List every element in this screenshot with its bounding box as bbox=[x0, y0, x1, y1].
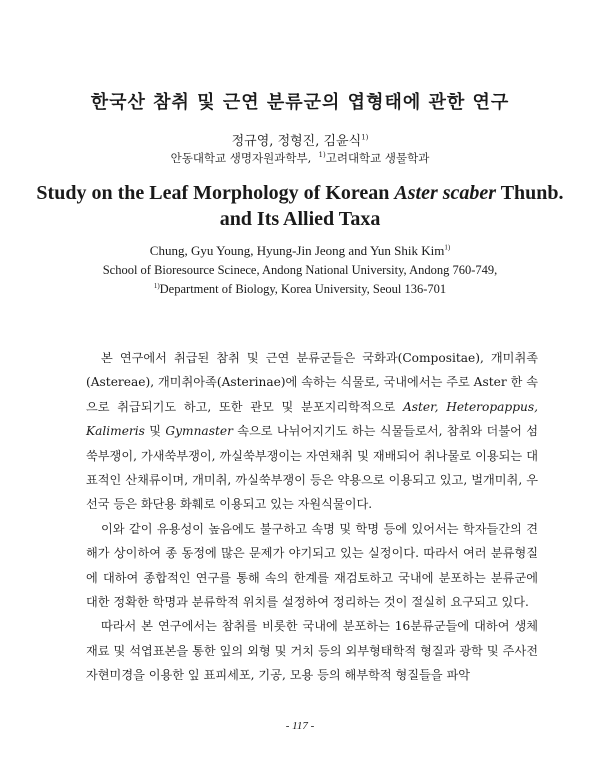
english-authors bbox=[0, 243, 600, 259]
english-title-line1-a: Study on the Leaf Morphology of Korean bbox=[36, 182, 395, 204]
english-title-line1-b: Thunb. bbox=[496, 182, 564, 204]
english-title bbox=[0, 180, 600, 232]
english-affiliation-1: School of Bioresource Scinece, Andong National University, Andong 760-749, bbox=[102, 263, 498, 277]
korean-affiliations bbox=[0, 150, 600, 166]
p1-genera-italic: Aster, Heteropappus, Kalimeris bbox=[86, 399, 538, 439]
p1-part-b: 및 bbox=[144, 424, 166, 439]
paragraph-2: 이와 같이 유용성이 높음에도 불구하고 속명 및 학명 등에 있어서는 학자들간의 견해가 상이하여 종 동정에 많은 문제가 야기되고 있는 실정이다. 따라서 여러 분류형질에 대하여 종합적인 연구를 통해 속의 한계를 재검토하고 국내에 분포하는 분류군에 대한 정확한 학명과 분류학적 위치를 설정하여 정리하는 것이 절실히 요구되고 있다. bbox=[86, 521, 538, 610]
p1-genus-gymnaster: Gymnaster bbox=[165, 424, 233, 439]
paragraph-3: 따라서 본 연구에서는 참취를 비롯한 국내에 분포하는 16분류군들에 대하여 생체재료 및 석엽표본을 통한 잎의 외형 및 거치 등의 외부형태학적 형질과 광학 및 주사전자현미경을 이용한 잎 표피세포, 기공, 모용 등의 해부학적 형질들을 파악 bbox=[86, 619, 538, 683]
english-authors-sup: 1) bbox=[444, 243, 451, 252]
p1-part-c: 속으로 나뉘어지기도 하는 식물들로서, 참취와 더불어 섬쑥부쟁이, 가새쑥부쟁이, 까실쑥부쟁이는 자연채취 및 재배되어 취나물로 이용되는 대표적인 산채류이며, 개미취, 까실쑥부쟁이 등은 약용으로 이용되고 있고, 벌개미취, 우선국 등은 화단용 화훼로 이용되고 있는 자원식물이다. bbox=[86, 424, 538, 512]
english-title-species: Aster scaber bbox=[394, 182, 497, 204]
english-affil2-sup: 1) bbox=[153, 281, 160, 290]
korean-title: 한국산 참취 및 근연 분류군의 엽형태에 관한 연구 bbox=[90, 92, 510, 113]
english-affiliation-2 bbox=[0, 282, 600, 297]
english-affil2-text: Department of Biology, Korea University, Seoul 136-701 bbox=[159, 282, 447, 296]
korean-affil-a: 안동대학교 생명자원과학부, bbox=[170, 151, 312, 165]
english-authors-names: Chung, Gyu Young, Hyung-Jin Jeong and Yun Shik Kim bbox=[149, 243, 445, 258]
page-number: - 117 - bbox=[285, 720, 315, 732]
english-title-line2: and Its Allied Taxa bbox=[219, 208, 381, 230]
paragraph-1 bbox=[86, 346, 538, 517]
korean-authors-sup: 1) bbox=[361, 133, 369, 142]
korean-affil-sup: 1) bbox=[318, 151, 326, 160]
korean-authors-names: 정규영, 정형진, 김윤식 bbox=[231, 134, 362, 149]
body-text bbox=[86, 346, 538, 688]
korean-authors bbox=[0, 130, 600, 149]
p1-part-a: 본 연구에서 취급된 참취 및 근연 분류군들은 국화과(Compositae), 개미취족(Astereae), 개미취아족(Asterinae)에 속하는 식물로, 국내에서는 주로 Aster 한 속으로 취급되기도 하고, 또한 관모 및 분포지리학적으로 bbox=[86, 351, 538, 414]
korean-affil-b: 고려대학교 생물학과 bbox=[325, 151, 430, 165]
